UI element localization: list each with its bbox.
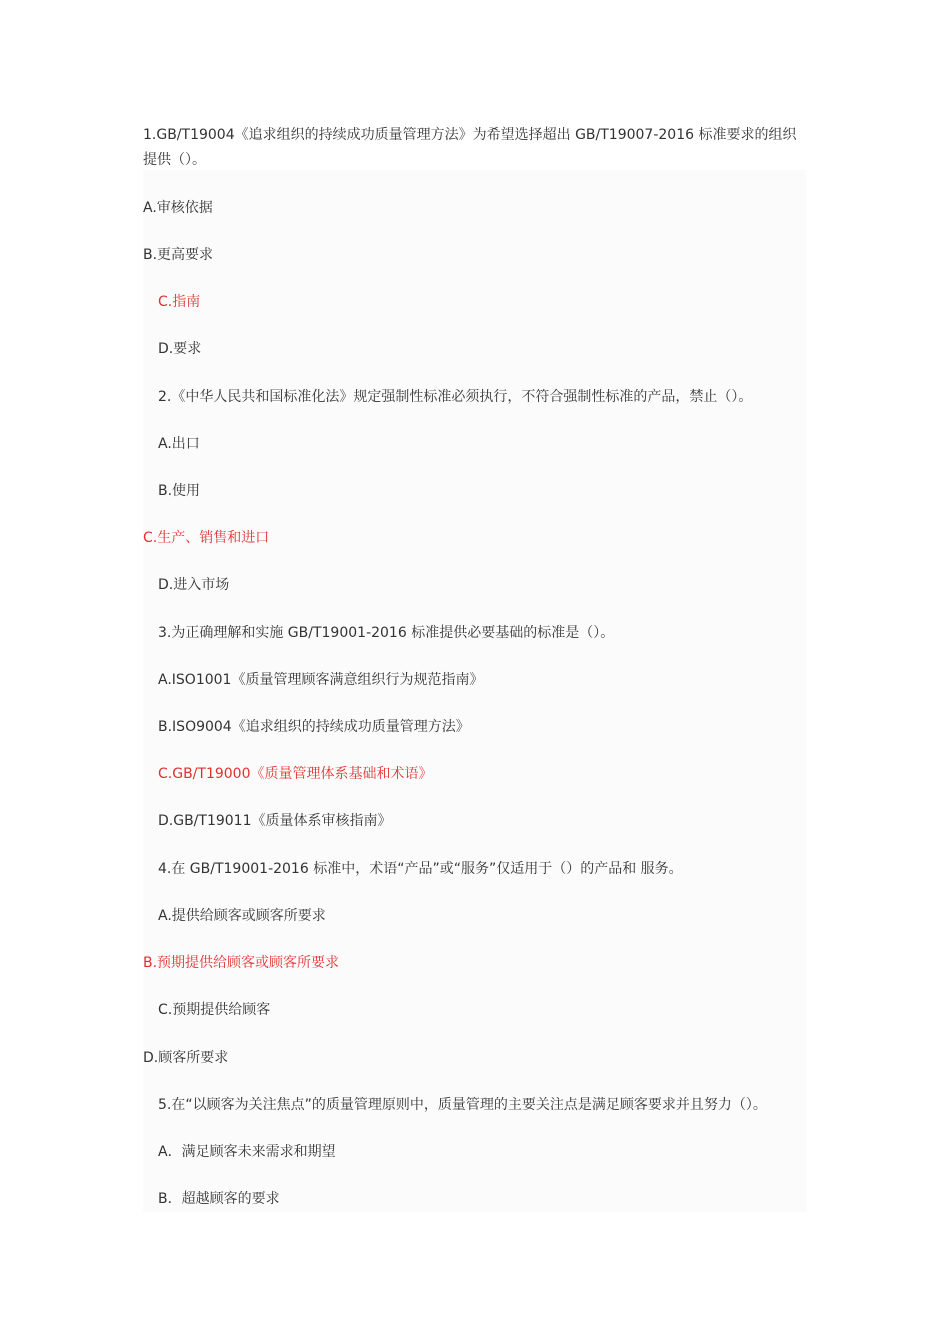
- question-5-text: 5.在“以顾客为关注焦点”的质量管理原则中，质量管理的主要关注点是满足顾客要求并且努力（）。: [158, 1097, 767, 1113]
- q2-option-c-answer: C.生产、销售和进口: [143, 530, 270, 546]
- q3-option-d: D.GB/T19011《质量体系审核指南》: [158, 813, 392, 829]
- q3-option-a: A.ISO1001《质量管理顾客满意组织行为规范指南》: [158, 672, 484, 688]
- question-1-text: 1.GB/T19004《追求组织的持续成功质量管理方法》为希望选择超出 GB/T19007-2016 标准要求的组织提供（）。: [143, 127, 797, 168]
- q1-option-b: B.更高要求: [143, 247, 214, 263]
- q2-option-a: A.出口: [158, 436, 200, 452]
- q5-option-a: A．满足顾客未来需求和期望: [158, 1144, 336, 1160]
- q5-option-b: B．超越顾客的要求: [158, 1191, 280, 1207]
- q1-option-d: D.要求: [158, 341, 202, 357]
- q4-option-c: C.预期提供给顾客: [158, 1002, 271, 1018]
- q1-option-a: A.审核依据: [143, 200, 213, 216]
- q4-option-a: A.提供给顾客或顾客所要求: [158, 908, 326, 924]
- q3-option-b: B.ISO9004《追求组织的持续成功质量管理方法》: [158, 719, 470, 735]
- q4-option-d: D.顾客所要求: [143, 1050, 229, 1066]
- question-3-text: 3.为正确理解和实施 GB/T19001-2016 标准提供必要基础的标准是（）。: [158, 625, 615, 641]
- question-4-text: 4.在 GB/T19001-2016 标准中，术语“产品”或“服务”仅适用于（）的产品和 服务。: [158, 861, 683, 877]
- question-2-text: 2.《中华人民共和国标准化法》规定强制性标准必须执行，不符合强制性标准的产品，禁止（）。: [158, 389, 753, 405]
- q2-option-d: D.进入市场: [158, 577, 230, 593]
- q3-option-c-answer: C.GB/T19000《质量管理体系基础和术语》: [158, 766, 433, 782]
- q1-option-c-answer: C.指南: [158, 294, 201, 310]
- q4-option-b-answer: B.预期提供给顾客或顾客所要求: [143, 955, 340, 971]
- q2-option-b: B.使用: [158, 483, 201, 499]
